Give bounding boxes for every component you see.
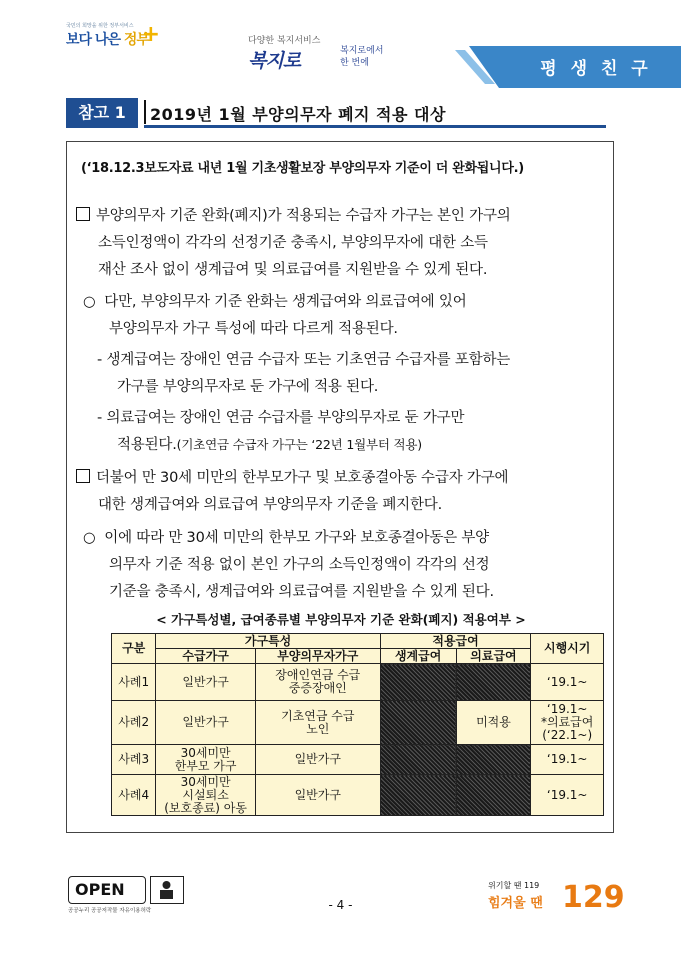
paragraph-1-line-1: 부양의무자 기준 완화(폐지)가 적용되는 수급자 가구는 본인 가구의 bbox=[76, 203, 511, 229]
medical-benefit-applied bbox=[456, 775, 531, 816]
case-cell: 사례1 bbox=[112, 664, 156, 701]
obligor-cell: 일반가구 bbox=[255, 745, 380, 775]
paragraph-6-line-1: ○ 이에 따라 만 30세 미만의 한부모 가구와 보호종결아동은 부양 bbox=[83, 530, 489, 546]
title-box bbox=[144, 98, 606, 128]
paragraph-5-line-1: 더불어 만 30세 미만의 한부모가구 및 보호종결아동 수급자 가구에 bbox=[76, 465, 508, 491]
section-title bbox=[66, 98, 606, 128]
hotline-name: 힘겨울 땐 bbox=[488, 896, 543, 911]
reference-badge: 참고 1 bbox=[66, 98, 138, 128]
header-benefit: 적용급여 bbox=[380, 634, 531, 649]
hotline-129-logo bbox=[488, 880, 625, 920]
date-cell: ‘19.1~ bbox=[531, 775, 604, 816]
hotline-tagline: 위기할 땐 119 bbox=[488, 881, 540, 890]
table-row bbox=[112, 775, 604, 816]
bokjiro-tagline: 다양한 복지서비스 bbox=[248, 36, 321, 46]
checkbox-icon bbox=[76, 207, 90, 221]
bokjiro-sub-1: 복지로에서 bbox=[340, 46, 384, 56]
page-title: 2019년 1월 부양의무자 폐지 적용 대상 bbox=[150, 105, 446, 124]
open-license-caption: 공공누리 공공저작물 자유이용허락 bbox=[68, 908, 152, 914]
living-benefit-applied bbox=[380, 745, 456, 775]
plus-icon: + bbox=[141, 22, 160, 47]
header-obligor: 부양의무자가구 bbox=[255, 649, 380, 664]
government-logo-text: 보다 나은 bbox=[66, 32, 120, 48]
table-row bbox=[112, 664, 604, 701]
paragraph-4-line-2: 적용된다.(기초연금 수급자 가구는 ‘22년 1월부터 적용) bbox=[117, 437, 422, 453]
hotline-number: 129 bbox=[562, 880, 625, 915]
paragraph-1-line-2: 소득인정액이 각각의 선정기준 충족시, 부양의무자에 대한 소득 bbox=[98, 235, 488, 251]
paragraph-2-line-2: 부양의무자 가구 특성에 따라 다르게 적용된다. bbox=[109, 321, 398, 337]
header-medical: 의료급여 bbox=[456, 649, 531, 664]
checkbox-icon bbox=[76, 469, 90, 483]
paragraph-6-line-2: 의무자 기준 적용 없이 본인 가구의 소득인정액이 각각의 선정 bbox=[109, 557, 490, 573]
paragraph-2-line-1: ○ 다만, 부양의무자 기준 완화는 생계급여와 의료급여에 있어 bbox=[83, 294, 467, 310]
table-caption: < 가구특성별, 급여종류별 부양의무자 기준 완화(폐지) 적용여부 > bbox=[156, 612, 526, 627]
header-living: 생계급여 bbox=[380, 649, 456, 664]
bokjiro-brand: 복지로 bbox=[248, 50, 301, 72]
government-logo-text-gov: 정부 bbox=[123, 32, 149, 48]
medical-benefit-applied bbox=[456, 664, 531, 701]
paragraph-5-line-2: 대한 생계급여와 의료급여 부양의무자 기준을 폐지한다. bbox=[98, 497, 443, 513]
obligor-cell: 일반가구 bbox=[255, 775, 380, 816]
circle-bullet-icon: ○ bbox=[83, 530, 96, 546]
case-cell: 사례4 bbox=[112, 775, 156, 816]
header-recipient: 수급가구 bbox=[156, 649, 255, 664]
date-cell: ‘19.1~ bbox=[531, 664, 604, 701]
bokjiro-sub-2: 한 번에 bbox=[340, 58, 369, 68]
table-row bbox=[112, 745, 604, 775]
case-cell: 사례2 bbox=[112, 701, 156, 745]
title-divider bbox=[144, 100, 146, 124]
paragraph-4-note: (기초연금 수급자 가구는 ‘22년 1월부터 적용) bbox=[176, 437, 422, 452]
page-number: - 4 - bbox=[328, 898, 353, 912]
living-benefit-applied bbox=[380, 775, 456, 816]
header-category: 구분 bbox=[112, 634, 156, 664]
open-logo-text: OPEN bbox=[68, 876, 146, 904]
recipient-cell: 일반가구 bbox=[156, 701, 255, 745]
paragraph-3-line-1: - 생계급여는 장애인 연금 수급자 또는 기초연금 수급자를 포함하는 bbox=[97, 352, 511, 368]
banner-text: 평 생 친 구 bbox=[540, 59, 652, 79]
circle-bullet-icon: ○ bbox=[83, 294, 96, 310]
paragraph-1-line-3: 재산 조사 없이 생계급여 및 의료급여를 지원받을 수 있게 된다. bbox=[98, 262, 488, 278]
content-box bbox=[66, 141, 614, 833]
table-row bbox=[112, 701, 604, 745]
medical-cell: 미적용 bbox=[456, 701, 531, 745]
recipient-cell: 일반가구 bbox=[156, 664, 255, 701]
header-date: 시행시기 bbox=[531, 634, 604, 664]
date-cell: ‘19.1~ bbox=[531, 745, 604, 775]
header-household: 가구특성 bbox=[156, 634, 380, 649]
bokjiro-logo bbox=[248, 33, 418, 72]
paragraph-6-line-3: 기준을 충족시, 생계급여와 의료급여를 지원받을 수 있게 된다. bbox=[109, 584, 494, 600]
obligor-cell: 장애인연금 수급 중증장애인 bbox=[255, 664, 380, 701]
government-logo-tagline: 국민의 희망을 위한 정부서비스 bbox=[66, 23, 134, 29]
recipient-cell: 30세미만 한부모 가구 bbox=[156, 745, 255, 775]
living-benefit-applied bbox=[380, 664, 456, 701]
eligibility-table bbox=[111, 633, 604, 816]
living-benefit-applied bbox=[380, 701, 456, 745]
paragraph-4-line-1: - 의료급여는 장애인 연금 수급자를 부양의무자로 둔 가구만 bbox=[97, 410, 465, 426]
case-cell: 사례3 bbox=[112, 745, 156, 775]
paragraph-3-line-2: 가구를 부양의무자로 둔 가구에 적용 된다. bbox=[117, 379, 379, 395]
recipient-cell: 30세미만 시설퇴소 (보호종료) 아동 bbox=[156, 775, 255, 816]
obligor-cell: 기초연금 수급 노인 bbox=[255, 701, 380, 745]
date-cell: ‘19.1~ *의료급여 (‘22.1~) bbox=[531, 701, 604, 745]
lifelong-friend-banner bbox=[455, 46, 681, 88]
government-logo bbox=[66, 22, 160, 66]
intro-note: (‘18.12.3보도자료 내년 1월 기초생활보장 부양의무자 기준이 더 완화됩니다.) bbox=[81, 161, 524, 176]
medical-benefit-applied bbox=[456, 745, 531, 775]
